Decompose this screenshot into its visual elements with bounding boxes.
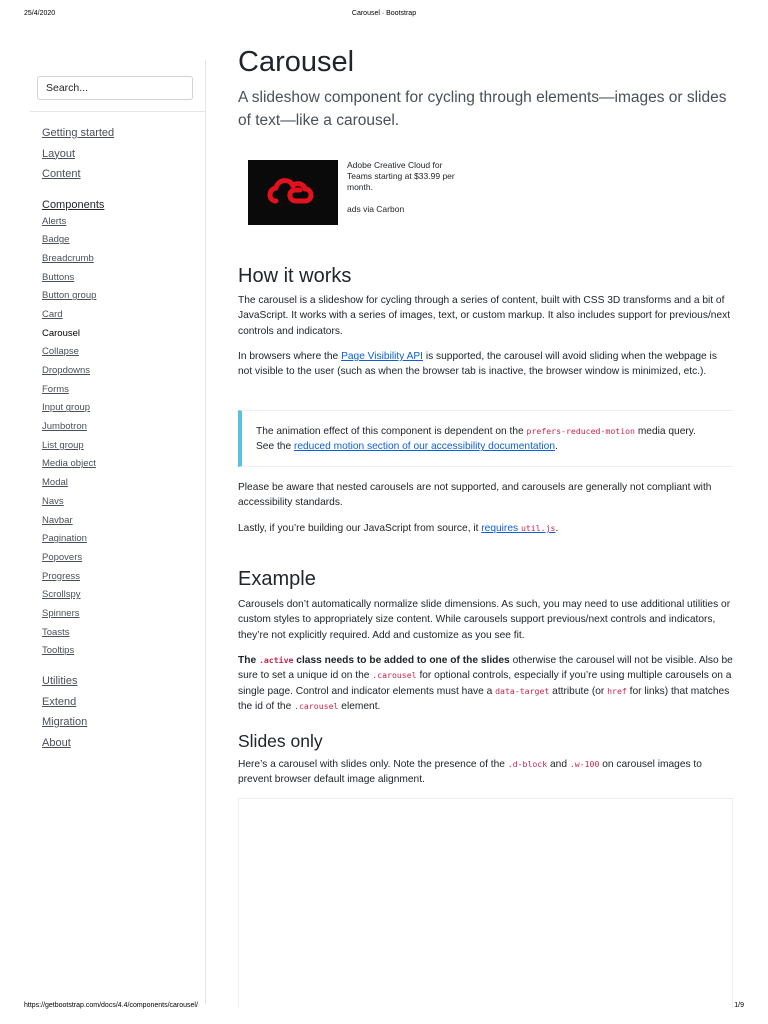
requires-util-js-link[interactable]: requires util.js: [481, 523, 556, 534]
sidebar-item-popovers[interactable]: Popovers: [42, 551, 83, 563]
sidebar-nav: [42, 126, 114, 756]
code-prefers-reduced-motion: prefers-reduced-motion: [526, 426, 635, 436]
sidebar-item-alerts[interactable]: Alerts: [42, 215, 67, 227]
sidebar-item-navbar[interactable]: Navbar: [42, 514, 73, 526]
slides-only-paragraph: Here’s a carousel with slides only. Note the presence of the .d-block and .w-100 on carousel images to prevent browser default image alignment.: [238, 759, 702, 786]
sidebar-item-collapse[interactable]: Collapse: [42, 346, 79, 358]
ad-image[interactable]: [248, 160, 338, 225]
sidebar-item-button-group[interactable]: Button group: [42, 290, 97, 302]
ad-text[interactable]: Adobe Creative Cloud for Teams starting at $33.99 per month.: [347, 160, 455, 192]
sidebar-item-list-group[interactable]: List group: [42, 439, 84, 451]
sidebar-item-utilities[interactable]: Utilities: [42, 675, 78, 687]
print-date: 25/4/2020: [24, 10, 56, 17]
sidebar-item-input-group[interactable]: Input group: [42, 402, 91, 414]
callout-reduced-motion: The animation effect of this component is dependent on the prefers-reduced-motion media query. See the reduced motion section of our accessibility documentation.: [238, 410, 733, 467]
sidebar-item-dropdowns[interactable]: Dropdowns: [42, 365, 91, 376]
page-lead: A slideshow component for cycling through elements—images or slides of text—like a carousel.: [238, 89, 727, 129]
reduced-motion-docs-link[interactable]: reduced motion section of our accessibility documentation: [293, 441, 556, 453]
how-it-works-paragraph-3: Please be aware that nested carousels are not supported, and carousels are generally not compliant with accessibility standards.: [238, 482, 712, 509]
sidebar-item-buttons[interactable]: Buttons: [42, 271, 75, 283]
how-it-works-paragraph-1: The carousel is a slideshow for cycling through a series of content, built with CSS 3D transforms and a bit of JavaScript. It works with a series of images, text, or custom markup. It also includes support for previous/next controls and indicators.: [238, 295, 731, 337]
sidebar-item-jumbotron[interactable]: Jumbotron: [42, 421, 87, 433]
sidebar-item-extend[interactable]: Extend: [42, 695, 77, 708]
sidebar-item-navs[interactable]: Navs: [42, 495, 64, 507]
ad-via[interactable]: ads via Carbon: [347, 204, 405, 214]
search-input[interactable]: [37, 76, 193, 100]
print-title: Carousel · Bootstrap: [351, 10, 417, 17]
sidebar-item-getting-started[interactable]: Getting started: [42, 127, 115, 139]
sidebar-item-media-object[interactable]: Media object: [42, 458, 96, 470]
sidebar-item-toasts[interactable]: Toasts: [42, 626, 70, 638]
sidebar-item-carousel[interactable]: Carousel: [42, 327, 81, 339]
adobe-creative-cloud-icon: [248, 160, 338, 225]
how-it-works-paragraph-2: In browsers where the Page Visibility API is supported, the carousel will avoid sliding when the webpage is not visible to the user (such as when the browser tab is inactive, the browser window is minimized, etc.).: [238, 351, 717, 378]
heading-slides-only: Slides only: [238, 731, 323, 751]
heading-example: Example: [238, 568, 316, 590]
page-title: Carousel: [238, 46, 355, 78]
sidebar-item-breadcrumb[interactable]: Breadcrumb: [42, 252, 94, 264]
sidebar-item-progress[interactable]: Progress: [42, 570, 81, 582]
sidebar-item-content[interactable]: Content: [42, 168, 81, 180]
sidebar-item-tooltips[interactable]: Tooltips: [42, 645, 75, 657]
sidebar-item-badge[interactable]: Badge: [42, 234, 70, 246]
carousel-example-frame: [238, 798, 733, 1008]
sidebar-item-spinners[interactable]: Spinners: [42, 607, 80, 619]
sidebar: [0, 60, 206, 1004]
sidebar-divider: [30, 111, 205, 112]
sidebar-item-components[interactable]: Components: [42, 198, 105, 211]
print-page-number: 1/9: [734, 1002, 744, 1009]
sidebar-item-layout[interactable]: Layout: [42, 147, 76, 160]
heading-how-it-works: How it works: [238, 265, 352, 287]
sidebar-item-pagination[interactable]: Pagination: [42, 533, 87, 545]
sidebar-item-forms[interactable]: Forms: [42, 383, 69, 395]
sidebar-item-about[interactable]: About: [42, 736, 71, 749]
example-paragraph-1: Carousels don’t automatically normalize slide dimensions. As such, you may need to use additional utilities or custom styles to appropriately size content. While carousels support previous/next controls and indicators, they’re not explicitly required. Add and customize as you see fit.: [238, 599, 731, 641]
how-it-works-paragraph-4: Lastly, if you’re building our JavaScript from source, it requires util.js.: [238, 523, 559, 534]
sidebar-item-scrollspy[interactable]: Scrollspy: [42, 589, 81, 601]
sidebar-item-migration[interactable]: Migration: [42, 716, 88, 728]
page-visibility-api-link[interactable]: Page Visibility API: [341, 351, 423, 362]
sidebar-item-modal[interactable]: Modal: [42, 477, 68, 489]
example-paragraph-2: The .active class needs to be added to one of the slides otherwise the carousel will not be visible. Also be sure to set a unique id on the .carousel for optional controls, especially if you’re using multiple carousels on a single page. Control and indicator elements must have a data-target attribute (or href for links) that matches the id of the .carousel element.: [238, 655, 733, 713]
print-url: https://getbootstrap.com/docs/4.4/components/carousel/: [24, 1002, 198, 1009]
sidebar-item-card[interactable]: Card: [42, 308, 63, 320]
